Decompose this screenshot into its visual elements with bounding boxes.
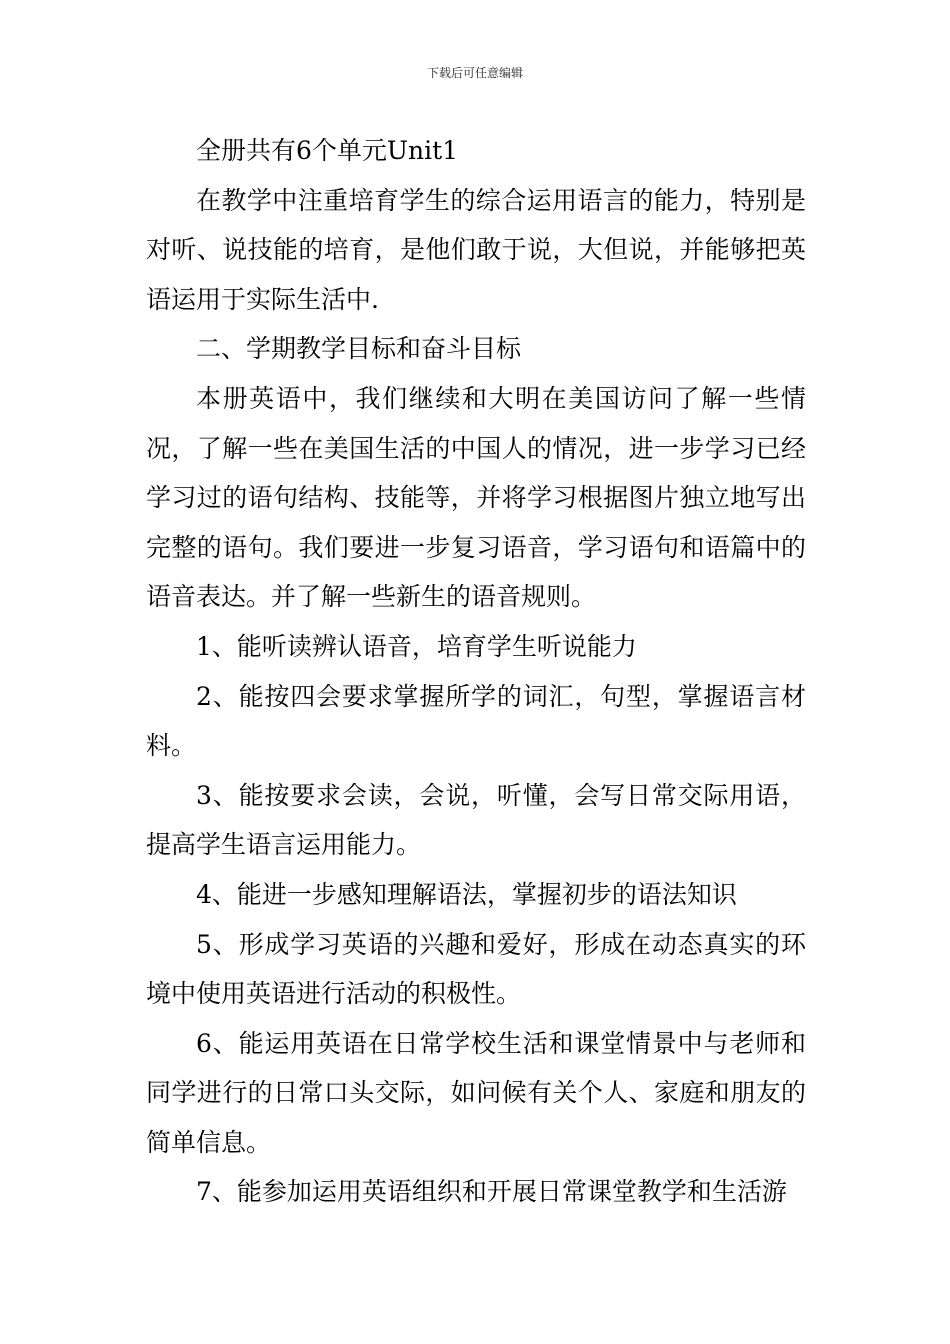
page-header: 下载后可任意编辑 [426,66,523,80]
list-item-goal-1: 1、能听读辨认语音，培育学生听说能力 [196,631,637,661]
document-body [146,126,806,1217]
list-item-goal-5: 5、形成学习英语的兴趣和爱好，形成在动态真实的环境中使用英语进行活动的积极性。 [146,929,806,1009]
list-item-goal-7: 7、能参加运用英语组织和开展日常课堂教学和生活游 [196,1177,787,1207]
list-item-goal-3: 3、能按要求会读，会说，听懂，会写日常交际用语，提高学生语言运用能力。 [146,780,806,860]
section-heading-goals: 二、学期教学目标和奋斗目标 [196,334,522,364]
paragraph-teaching-focus: 在教学中注重培育学生的综合运用语言的能力，特别是对听、说技能的培育，是他们敢于说，大但说，并能够把英语运用于实际生活中. [146,185,806,314]
paragraph-book-overview: 本册英语中，我们继续和大明在美国访问了解一些情况，了解一些在美国生活的中国人的情况，进一步学习已经学习过的语句结构、技能等，并将学习根据图片独立地写出完整的语句。我们要进一步复习语音，学习语句和语篇中的语音表达。并了解一些新生的语音规则。 [146,383,806,612]
paragraph-unit-count: 全册共有6个单元Unit1 [196,136,459,165]
list-item-goal-6: 6、能运用英语在日常学校生活和课堂情景中与老师和同学进行的日常口头交际，如问候有关个人、家庭和朋友的简单信息。 [146,1028,806,1157]
list-item-goal-2: 2、能按四会要求掌握所学的词汇，句型，掌握语言材料。 [146,681,806,761]
list-item-goal-4: 4、能进一步感知理解语法，掌握初步的语法知识 [196,879,737,909]
